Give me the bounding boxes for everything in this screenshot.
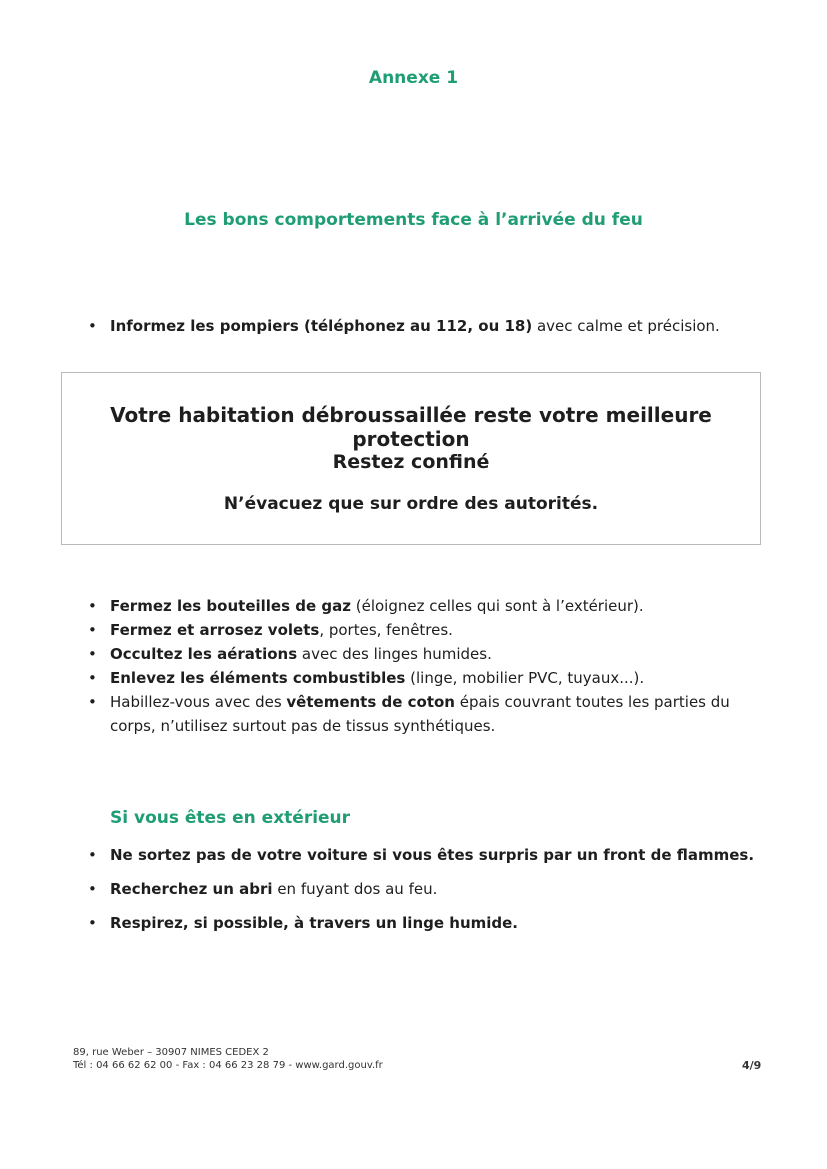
footer-contact xyxy=(73,1046,383,1072)
item-text: , portes, fenêtres. xyxy=(319,621,453,639)
item-text: (linge, mobilier PVC, tuyaux...). xyxy=(405,669,645,687)
list-item xyxy=(84,618,764,642)
item-bold: vêtements de coton xyxy=(286,693,455,711)
page-title: Les bons comportements face à l’arrivée du feu xyxy=(184,210,643,230)
actions-list xyxy=(84,594,764,738)
list-item xyxy=(84,642,764,666)
item-bold: Ne sortez pas de votre voiture si vous êtes surpris par un front de flammes. xyxy=(110,846,755,864)
outdoor-list xyxy=(84,843,764,945)
footer-address: 89, rue Weber – 30907 NIMES CEDEX 2 xyxy=(73,1047,269,1058)
page-number: 4/9 xyxy=(742,1059,762,1072)
item-bold: Fermez et arrosez volets xyxy=(110,621,320,639)
list-item xyxy=(84,666,764,690)
list-item xyxy=(84,877,764,901)
outdoor-heading: Si vous êtes en extérieur xyxy=(110,808,351,828)
box-line-confine: Restez confiné xyxy=(332,451,490,473)
item-bold: Occultez les aérations xyxy=(110,645,298,663)
item-text: (éloignez celles qui sont à l’extérieur). xyxy=(350,597,644,615)
item-bold: Fermez les bouteilles de gaz xyxy=(110,597,351,615)
list-item xyxy=(84,314,764,338)
box-line-evacuate: N’évacuez que sur ordre des autorités. xyxy=(223,494,599,514)
item-text: en fuyant dos au feu. xyxy=(272,880,438,898)
footer-phone-fax-web: Tél : 04 66 62 62 00 - Fax : 04 66 23 28 79 - www.gard.gouv.fr xyxy=(73,1060,383,1071)
list-item xyxy=(84,911,764,935)
item-bold: Recherchez un abri xyxy=(110,880,273,898)
list-item xyxy=(84,594,764,618)
item-text-pre: Habillez-vous avec des xyxy=(110,693,287,711)
item-text: avec calme et précision. xyxy=(532,317,720,335)
item-text: épais couvrant toutes les parties du corps, n’utilisez surtout pas de tissus synthétiques. xyxy=(110,693,730,735)
intro-list xyxy=(84,314,764,338)
key-message-box xyxy=(61,372,761,545)
list-item xyxy=(84,843,764,867)
list-item xyxy=(84,690,764,738)
item-text: avec des linges humides. xyxy=(297,645,492,663)
annex-label: Annexe 1 xyxy=(368,68,459,88)
box-line-protection: Votre habitation débroussaillée reste votre meilleure protection xyxy=(110,403,712,451)
item-bold: Enlevez les éléments combustibles xyxy=(110,669,406,687)
item-bold: Respirez, si possible, à travers un linge humide. xyxy=(110,914,519,932)
item-bold: Informez les pompiers (téléphonez au 112, ou 18) xyxy=(110,317,533,335)
